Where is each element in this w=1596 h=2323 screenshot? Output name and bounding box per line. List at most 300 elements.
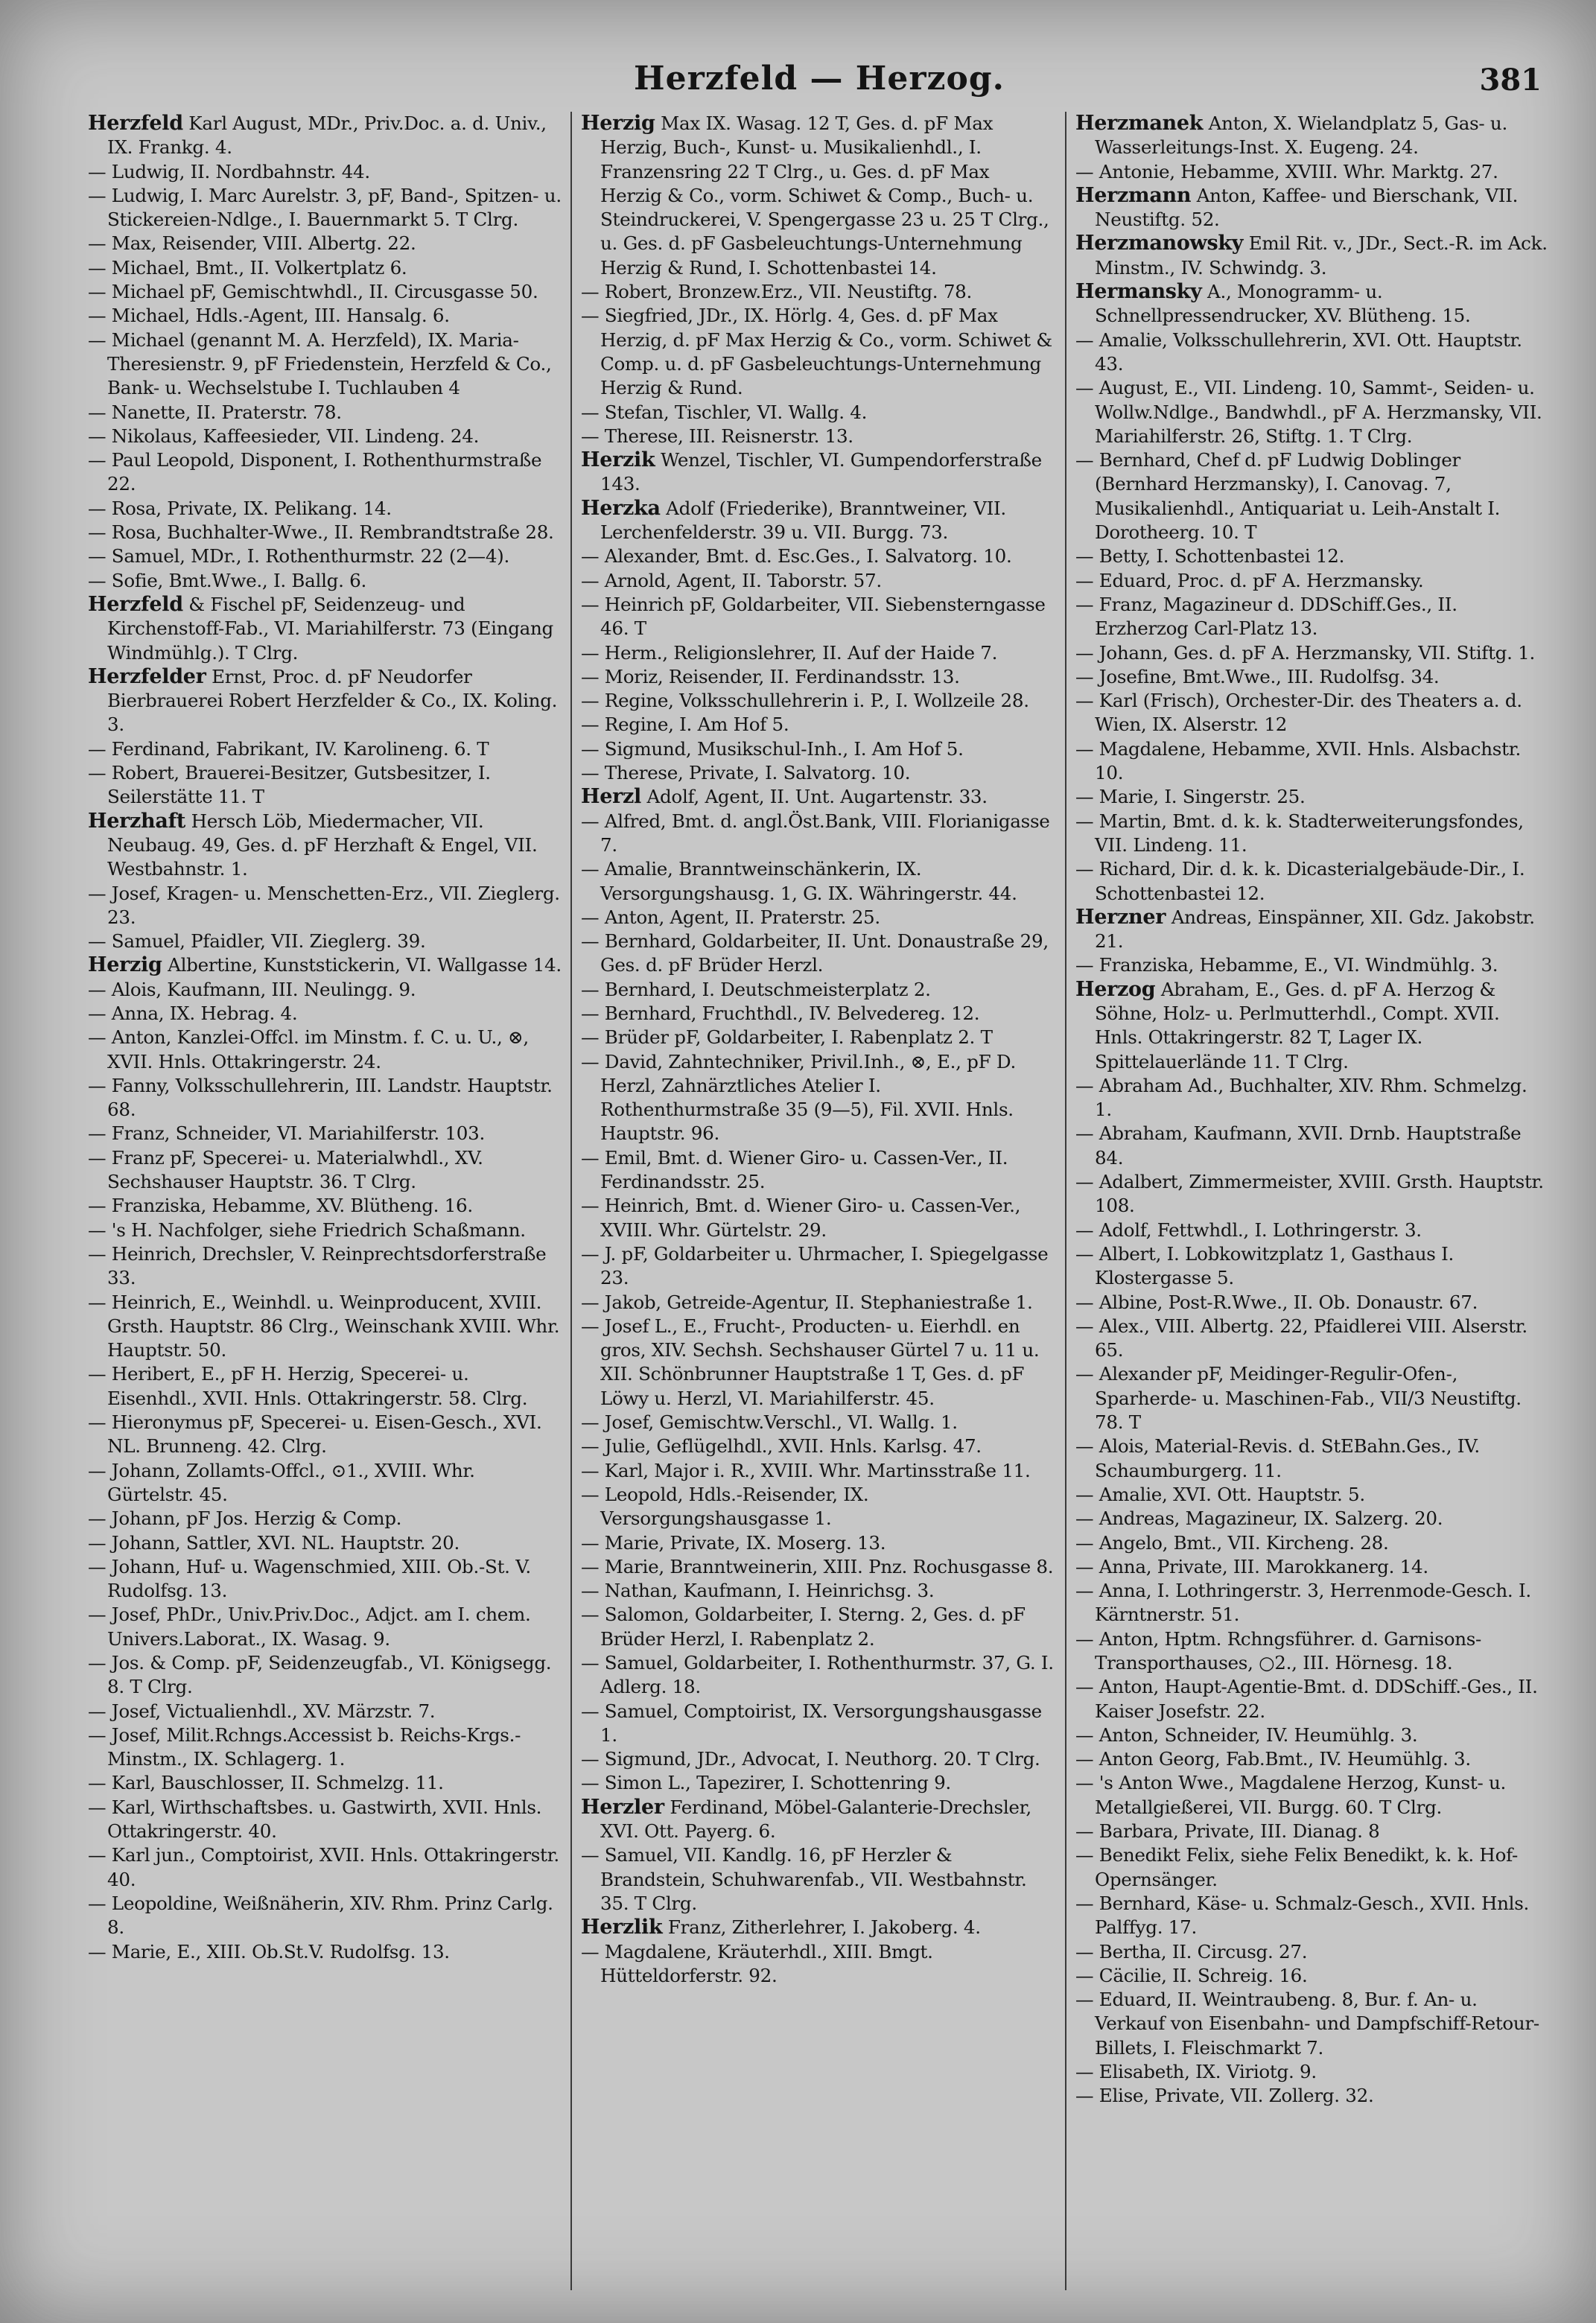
directory-entry (88, 1771, 562, 1795)
directory-entry (581, 1411, 1055, 1434)
directory-entry (581, 1146, 1055, 1195)
directory-entry (581, 1531, 1055, 1555)
directory-entry (88, 497, 562, 521)
entry-text: — Nanette, II. Praterstr. 78. (88, 401, 342, 423)
directory-entry (88, 737, 562, 761)
directory-entry-surname-head (581, 785, 1055, 809)
entry-text: — Sigmund, Musikschul-Inh., I. Am Hof 5. (581, 737, 964, 760)
running-head: Herzfeld — Herzog. (634, 60, 1005, 98)
entry-text: — Alexander pF, Meidinger-Regulir-Ofen-, Sparherde- u. Maschinen-Fab., VII/3 Neustiftg. 78. T (1075, 1363, 1522, 1434)
entry-text: — Eduard, Proc. d. pF A. Herzmansky. (1075, 569, 1424, 591)
entry-text: — Leopold, Hdls.-Reisender, IX. Versorgungshausgasse 1. (581, 1483, 869, 1530)
directory-entry (581, 810, 1055, 858)
directory-entry (88, 1555, 562, 1604)
entry-text: — Rosa, Private, IX. Pelikang. 14. (88, 497, 392, 519)
entry-text: — Paul Leopold, Disponent, I. Rothenthurmstraße 22. (88, 449, 542, 495)
entry-text: — Max, Reisender, VIII. Albertg. 22. (88, 232, 416, 255)
entry-surname: Herzmann (1075, 183, 1192, 207)
directory-entry (581, 425, 1055, 448)
entry-text: — Alois, Material-Revis. d. StEBahn.Ges., IV. Schaumburgerg. 11. (1075, 1435, 1480, 1481)
directory-entry (88, 1146, 562, 1195)
entry-text: — Rosa, Buchhalter-Wwe., II. Rembrandtstraße 28. (88, 521, 554, 544)
entry-text: — Johann, Ges. d. pF A. Herzmansky, VII. Stiftg. 1. (1075, 641, 1536, 664)
entry-text: — Josef, Victualienhdl., XV. Märzstr. 7. (88, 1700, 436, 1722)
entry-text: — Andreas, Magazineur, IX. Salzerg. 20. (1075, 1507, 1443, 1530)
directory-entry (1075, 1122, 1549, 1170)
directory-entry (1075, 544, 1549, 568)
entry-text: — Karl jun., Comptoirist, XVII. Hnls. Ottakringerstr. 40. (88, 1844, 559, 1890)
directory-entry (88, 1026, 562, 1074)
directory-entry (581, 737, 1055, 761)
directory-entry (581, 713, 1055, 737)
entry-text: Emil Rit. v., JDr., Sect.-R. im Ack. Minstm., IV. Schwindg. 3. (1095, 232, 1548, 279)
directory-entry (1075, 1771, 1549, 1820)
directory-entry (1075, 1434, 1549, 1483)
directory-entry (88, 1122, 562, 1145)
entry-text: — Benedikt Felix, siehe Felix Benedikt, k. k. Hof-Opernsänger. (1075, 1844, 1519, 1890)
entry-text: — Anton, Haupt-Agentie-Bmt. d. DDSchiff.-Ges., II. Kaiser Josefstr. 22. (1075, 1676, 1538, 1722)
directory-entry (581, 665, 1055, 689)
page-header (89, 54, 1549, 113)
entry-surname: Herzka (581, 496, 661, 520)
entry-text: — Sofie, Bmt.Wwe., I. Ballg. 6. (88, 569, 367, 591)
entry-text: — 's Anton Wwe., Magdalene Herzog, Kunst- u. Metallgießerei, VII. Burgg. 60. T Clrg. (1075, 1772, 1507, 1818)
entry-text: Albertine, Kunststickerin, VI. Wallgasse 14. (162, 954, 562, 976)
directory-entry-surname-head (1075, 184, 1549, 232)
entry-text: — Robert, Brauerei-Besitzer, Gutsbesitzer, I. Seilerstätte 11. T (88, 762, 491, 808)
directory-entry-surname-head (1075, 906, 1549, 954)
entry-text: — Adalbert, Zimmermeister, XVIII. Grsth. Hauptstr. 108. (1075, 1171, 1544, 1217)
entry-text: — Karl, Bauschlosser, II. Schmelzg. 11. (88, 1772, 444, 1794)
entry-text: — Betty, I. Schottenbastei 12. (1075, 545, 1345, 568)
entry-surname: Herzner (1075, 905, 1166, 929)
directory-entry (581, 1459, 1055, 1483)
entry-text: — Anna, I. Lothringerstr. 3, Herrenmode-Gesch. I. Kärntnerstr. 51. (1075, 1580, 1531, 1626)
entry-text: — Marie, E., XIII. Ob.St.V. Rudolfsg. 13. (88, 1940, 450, 1963)
directory-entry (581, 544, 1055, 568)
entry-surname: Herzog (1075, 977, 1156, 1001)
directory-entry (1075, 1291, 1549, 1315)
directory-entry (88, 1242, 562, 1291)
directory-entry (88, 1459, 562, 1507)
entry-text: — Amalie, XVI. Ott. Hauptstr. 5. (1075, 1483, 1365, 1505)
directory-entry (581, 1291, 1055, 1315)
entry-text: — Franziska, Hebamme, XV. Blütheng. 16. (88, 1195, 473, 1217)
directory-entry-surname-head (581, 448, 1055, 497)
directory-entry-surname-head (88, 665, 562, 737)
directory-entry (1075, 2084, 1549, 2108)
directory-entry (1075, 328, 1549, 377)
directory-entry (581, 906, 1055, 929)
directory-entry (581, 1651, 1055, 1700)
entry-text: A., Monogramm- u. Schnellpressendrucker, XV. Blütheng. 15. (1095, 281, 1471, 327)
directory-entry (88, 256, 562, 280)
entry-text: — Bernhard, Fruchthdl., IV. Belvedereg. 12. (581, 1002, 980, 1024)
entry-text: Abraham, E., Ges. d. pF A. Herzog & Söhne, Holz- u. Perlmutterhdl., Compt. XVII. Hnls. Ottakringerstr. 82 T, Lager IX. Spittelauerlände 11. T Clrg. (1095, 978, 1500, 1072)
directory-entry (88, 1194, 562, 1218)
directory-entry (88, 1531, 562, 1555)
entry-text: — Josef, Kragen- u. Menschetten-Erz., VII. Zieglerg. 23. (88, 882, 560, 928)
entry-text: — Heribert, E., pF H. Herzig, Specerei- u. Eisenhdl., XVII. Hnls. Ottakringerstr. 58. Clrg. (88, 1363, 528, 1409)
directory-entry-surname-head (1075, 280, 1549, 328)
directory-entry (581, 761, 1055, 785)
entry-surname: Herzl (581, 785, 642, 809)
entry-text: — Bernhard, Käse- u. Schmalz-Gesch., XVII. Hnls. Palffyg. 17. (1075, 1892, 1530, 1939)
entry-text: — Abraham, Kaufmann, XVII. Drnb. Hauptstraße 84. (1075, 1122, 1522, 1169)
directory-entry (88, 1651, 562, 1700)
directory-entry (88, 280, 562, 304)
entry-text: Andreas, Einspänner, XII. Gdz. Jakobstr. 21. (1095, 906, 1535, 953)
directory-entry (1075, 1892, 1549, 1940)
directory-entry (581, 1555, 1055, 1579)
directory-entry (88, 304, 562, 328)
entry-surname: Herzmanowsky (1075, 232, 1244, 255)
entry-text: — Albert, I. Lobkowitzplatz 1, Gasthaus I. Klostergasse 5. (1075, 1242, 1454, 1289)
directory-entry (88, 929, 562, 953)
entry-surname: Herzik (581, 448, 655, 472)
entry-text: — Herm., Religionslehrer, II. Auf der Haide 7. (581, 641, 998, 664)
entry-text: & Fischel pF, Seidenzeug- und Kirchenstoff-Fab., VI. Mariahilferstr. 73 (Eingang Windmühlg.). T Clrg. (107, 593, 553, 664)
entry-text: — Franz, Magazineur d. DDSchiff.Ges., II. Erzherzog Carl-Platz 13. (1075, 593, 1457, 640)
entry-text: — Marie, I. Singerstr. 25. (1075, 786, 1306, 808)
directory-entry (581, 1843, 1055, 1916)
entry-text: Anton, X. Wielandplatz 5, Gas- u. Wasserleitungs-Inst. X. Eugeng. 24. (1095, 112, 1507, 159)
entry-text: — Cäcilie, II. Schreig. 16. (1075, 1964, 1308, 1986)
entry-text: — August, E., VII. Lindeng. 10, Sammt-, Seiden- u. Wollw.Ndlge., Bandwhdl., pF A. Herzmansky, VII. Mariahilferstr. 26, Stiftg. 1. T Clrg. (1075, 377, 1542, 447)
entry-text: — Magdalene, Hebamme, XVII. Hnls. Alsbachstr. 10. (1075, 737, 1521, 784)
entry-text: — Josef, Gemischtw.Verschl., VI. Wallg. 1. (581, 1411, 958, 1434)
directory-entry (581, 929, 1055, 978)
entry-text: — Michael (genannt M. A. Herzfeld), IX. Maria-Theresienstr. 9, pF Friedenstein, Herzfeld & Co., Bank- u. Wechselstube I. Tuchlauben 4 (88, 328, 552, 399)
entry-text: — Bernhard, I. Deutschmeisterplatz 2. (581, 978, 931, 1000)
entry-text: Max IX. Wasag. 12 T, Ges. d. pF Max Herzig, Buch-, Kunst- u. Musikalienhdl., I. Franzensring 22 T Clrg., u. Ges. d. pF Max Herzig & Co., vorm. Schiwet & Comp., Buch- u. Steindruckerei, V. Spengergasse 23 u. 25 T Clrg., u. Ges. d. pF Gasbeleuchtungs-Unternehmung Herzig & Rund, I. Schottenbastei 14. (600, 112, 1049, 279)
entry-text: — Heinrich pF, Goldarbeiter, VII. Siebensterngasse 46. T (581, 593, 1046, 640)
directory-entry-surname-head (581, 1916, 1055, 1939)
directory-entry (1075, 953, 1549, 977)
directory-entry (1075, 857, 1549, 906)
page-number: 381 (1479, 63, 1542, 98)
directory-entry-surname-head (1075, 978, 1549, 1074)
directory-entry (88, 160, 562, 184)
entry-text: — Marie, Private, IX. Moserg. 13. (581, 1531, 886, 1554)
directory-entry (581, 401, 1055, 425)
directory-entry (1075, 593, 1549, 641)
entry-text: — Josef, PhDr., Univ.Priv.Doc., Adjct. am I. chem. Univers.Laborat., IX. Wasag. 9. (88, 1604, 531, 1650)
directory-entry (88, 978, 562, 1002)
directory-entry (581, 1002, 1055, 1026)
entry-text: — Franziska, Hebamme, E., VI. Windmühlg. 3. (1075, 954, 1498, 976)
entry-text: — Nathan, Kaufmann, I. Heinrichsg. 3. (581, 1580, 935, 1602)
entry-text: — Richard, Dir. d. k. k. Dicasterialgebäude-Dir., I. Schottenbastei 12. (1075, 858, 1525, 904)
directory-entry (1075, 1675, 1549, 1723)
directory-entry-surname-head (1075, 232, 1549, 280)
entry-text: — Therese, Private, I. Salvatorg. 10. (581, 762, 911, 784)
directory-entry (1075, 1315, 1549, 1363)
directory-entry (1075, 376, 1549, 448)
entry-text: — Regine, I. Am Hof 5. (581, 714, 789, 736)
directory-entry-surname-head (88, 112, 562, 160)
directory-entry (581, 304, 1055, 400)
entry-text: — Karl (Frisch), Orchester-Dir. des Theaters a. d. Wien, IX. Alserstr. 12 (1075, 690, 1522, 736)
directory-entry (88, 1940, 562, 1964)
entry-text: — Anna, IX. Hebrag. 4. (88, 1002, 298, 1024)
entry-text: — Johann, pF Jos. Herzig & Comp. (88, 1507, 402, 1530)
entry-text: — Anton, Kanzlei-Offcl. im Minstm. f. C. u. U., ⊗, XVII. Hnls. Ottakringerstr. 24. (88, 1026, 529, 1072)
directory-entry (88, 1603, 562, 1651)
directory-entry (581, 280, 1055, 304)
directory-entry (88, 1892, 562, 1940)
directory-entry (581, 1050, 1055, 1146)
entry-text: — Arnold, Agent, II. Taborstr. 57. (581, 569, 882, 591)
entry-text: — Alfred, Bmt. d. angl.Öst.Bank, VIII. Florianigasse 7. (581, 810, 1050, 856)
directory-entry (88, 882, 562, 930)
directory-entry (581, 1026, 1055, 1049)
entry-text: — Marie, Branntweinerin, XIII. Pnz. Rochusgasse 8. (581, 1555, 1054, 1577)
entry-text: — Karl, Wirthschaftsbes. u. Gastwirth, XVII. Hnls. Ottakringerstr. 40. (88, 1796, 542, 1843)
entry-text: — Josef L., E., Frucht-, Producten- u. Eierhdl. en gros, XIV. Sechsh. Sechshauser Gürtel 7 u. 11 u. XII. Schönbrunner Hauptstraße 1 T, Ges. d. pF Löwy u. Herzl, VI. Mariahilferstr. 45. (581, 1315, 1040, 1409)
column-divider (570, 112, 572, 2290)
directory-entry (581, 1483, 1055, 1531)
entry-surname: Herzler (581, 1795, 664, 1819)
directory-entry (88, 425, 562, 448)
directory-entry (1075, 1843, 1549, 1892)
entry-surname: Herzfeld (88, 112, 183, 135)
entry-text: — Antonie, Hebamme, XVIII. Whr. Marktg. 27. (1075, 160, 1498, 182)
entry-text: — Samuel, VII. Kandlg. 16, pF Herzler & Brandstein, Schuhwarenfab., VII. Westbahnstr. 35. T Clrg. (581, 1844, 1027, 1914)
directory-entry (1075, 1723, 1549, 1747)
directory-entry (1075, 1170, 1549, 1218)
column-divider (1065, 112, 1066, 2290)
directory-entry (88, 1002, 562, 1026)
directory-entry (581, 1747, 1055, 1771)
directory-entry (88, 1843, 562, 1892)
entry-text: — Alex., VIII. Albertg. 22, Pfaidlerei VIII. Alserstr. 65. (1075, 1315, 1527, 1361)
entry-text: — Emil, Bmt. d. Wiener Giro- u. Cassen-Ver., II. Ferdinandsstr. 25. (581, 1146, 1008, 1193)
entry-text: — David, Zahntechniker, Privil.Inh., ⊗, E., pF D. Herzl, Zahnärztliches Atelier I. Rothenthurmstraße 35 (9—5), Fil. XVII. Hnls. Hauptstr. 96. (581, 1050, 1016, 1145)
directory-entry (1075, 1531, 1549, 1555)
directory-entry (581, 1242, 1055, 1291)
directory-entry (88, 232, 562, 255)
entry-text: — Angelo, Bmt., VII. Kircheng. 28. (1075, 1531, 1389, 1554)
column-3 (1075, 112, 1549, 2290)
directory-entry (1075, 1747, 1549, 1771)
entry-text: — Brüder pF, Goldarbeiter, I. Rabenplatz 2. T (581, 1026, 993, 1049)
directory-entry (1075, 1579, 1549, 1627)
entry-text: — Anna, Private, III. Marokkanerg. 14. (1075, 1555, 1428, 1577)
entry-text: — Magdalene, Kräuterhdl., XIII. Bmgt. Hütteldorferstr. 92. (581, 1940, 933, 1986)
directory-entry (88, 1700, 562, 1723)
entry-text: — Jos. & Comp. pF, Seidenzeugfab., VI. Königsegg. 8. T Clrg. (88, 1652, 552, 1698)
entry-text: — Alois, Kaufmann, III. Neulingg. 9. (88, 978, 416, 1000)
entry-text: — Amalie, Volksschullehrerin, XVI. Ott. Hauptstr. 43. (1075, 328, 1522, 375)
entry-text: — Samuel, Pfaidler, VII. Zieglerg. 39. (88, 930, 426, 953)
entry-text: — 's H. Nachfolger, siehe Friedrich Schaßmann. (88, 1218, 526, 1241)
entry-text: — Anton, Schneider, IV. Heumühlg. 3. (1075, 1723, 1418, 1746)
directory-entry (88, 521, 562, 544)
directory-entry (1075, 1507, 1549, 1531)
entry-text: — Bertha, II. Circusg. 27. (1075, 1940, 1308, 1963)
entry-text: Adolf (Friederike), Branntweiner, VII. Lerchenfelderstr. 39 u. VII. Burgg. 73. (600, 497, 1006, 544)
directory-entry (1075, 737, 1549, 786)
entry-surname: Herzmanek (1075, 112, 1204, 135)
entry-text: — Michael pF, Gemischtwhdl., II. Circusgasse 50. (88, 281, 538, 303)
entry-text: — Julie, Geflügelhdl., XVII. Hnls. Karlsg. 47. (581, 1435, 982, 1458)
entry-text: Wenzel, Tischler, VI. Gumpendorferstraße 143. (600, 449, 1042, 495)
directory-entry (1075, 2060, 1549, 2084)
directory-entry (581, 1579, 1055, 1603)
entry-text: — Anton, Hptm. Rchngsführer. d. Garnisons-Transporthauses, ○2., III. Hörnesg. 18. (1075, 1627, 1482, 1674)
entry-text: Anton, Kaffee- und Bierschank, VII. Neustiftg. 52. (1095, 184, 1519, 231)
entry-text: — J. pF, Goldarbeiter u. Uhrmacher, I. Spiegelgasse 23. (581, 1242, 1049, 1289)
entry-text: — Leopoldine, Weißnäherin, XIV. Rhm. Prinz Carlg. 8. (88, 1892, 553, 1939)
entry-text: Adolf, Agent, II. Unt. Augartenstr. 33. (641, 786, 988, 808)
directory-entry (1075, 665, 1549, 689)
entry-text: — Fanny, Volksschullehrerin, III. Landstr. Hauptstr. 68. (88, 1074, 553, 1121)
directory-entry (581, 1434, 1055, 1458)
entry-text: — Ludwig, II. Nordbahnstr. 44. (88, 160, 370, 182)
entry-text: Ferdinand, Möbel-Galanterie-Drechsler, XVI. Ott. Payerg. 6. (600, 1796, 1031, 1843)
entry-text: Karl August, MDr., Priv.Doc. a. d. Univ., IX. Frankg. 4. (107, 112, 547, 159)
entry-text: — Elisabeth, IX. Viriotg. 9. (1075, 2061, 1317, 2083)
directory-entry (88, 328, 562, 401)
entry-text: — Franz, Schneider, VI. Mariahilferstr. 103. (88, 1122, 486, 1145)
directory-entry (1075, 1242, 1549, 1291)
entry-text: — Adolf, Fettwhdl., I. Lothringerstr. 3. (1075, 1218, 1422, 1241)
entry-text: — Jakob, Getreide-Agentur, II. Stephaniestraße 1. (581, 1291, 1033, 1313)
entry-surname: Herzfeld (88, 592, 183, 616)
directory-entry (88, 1507, 562, 1531)
directory-entry (581, 1940, 1055, 1989)
entry-surname: Herzfelder (88, 664, 206, 688)
entry-text: — Salomon, Goldarbeiter, I. Sterng. 2, Ges. d. pF Brüder Herzl, I. Rabenplatz 2. (581, 1604, 1026, 1650)
entry-text: — Stefan, Tischler, VI. Wallg. 4. (581, 401, 868, 423)
entry-text: — Eduard, II. Weintraubeng. 8, Bur. f. An- u. Verkauf von Eisenbahn- und Dampfschiff-Retour-Billets, I. Fleischmarkt 7. (1075, 1989, 1539, 2059)
entry-text: Hersch Löb, Miedermacher, VII. Neubaug. 49, Ges. d. pF Herzhaft & Engel, VII. Westbahnstr. 1. (107, 810, 538, 880)
entry-text: — Regine, Volksschullehrerin i. P., I. Wollzeile 28. (581, 690, 1029, 712)
entry-text: — Therese, III. Reisnerstr. 13. (581, 425, 853, 447)
entry-surname: Herzig (581, 112, 655, 135)
entry-text: — Abraham Ad., Buchhalter, XIV. Rhm. Schmelzg. 1. (1075, 1074, 1527, 1121)
entry-text: — Amalie, Branntweinschänkerin, IX. Versorgungshausg. 1, G. IX. Währingerstr. 44. (581, 858, 1017, 904)
directory-entry (581, 857, 1055, 906)
entry-text: — Martin, Bmt. d. k. k. Stadterweiterungsfondes, VII. Lindeng. 11. (1075, 810, 1524, 856)
directory-entry (581, 1194, 1055, 1242)
entry-text: — Bernhard, Chef d. pF Ludwig Doblinger (Bernhard Herzmansky), I. Canovag. 7, Musikalienhdl., Antiquariat u. Leih-Anstalt I. Dorotheerg. 10. T (1075, 449, 1501, 544)
directory-entry (1075, 1218, 1549, 1242)
directory-entry-surname-head (88, 593, 562, 665)
directory-entry (1075, 1988, 1549, 2060)
entry-text: — Hieronymus pF, Specerei- u. Eisen-Gesch., XVI. NL. Brunneng. 42. Clrg. (88, 1411, 542, 1458)
entry-text: — Nikolaus, Kaffeesieder, VII. Lindeng. 24. (88, 425, 480, 447)
entry-text: — Albine, Post-R.Wwe., II. Ob. Donaustr. 67. (1075, 1291, 1478, 1313)
directory-entry (1075, 160, 1549, 184)
directory-entry (88, 761, 562, 810)
entry-text: — Johann, Zollamts-Offcl., ⊙1., XVIII. Whr. Gürtelstr. 45. (88, 1459, 475, 1505)
entry-text: — Ludwig, I. Marc Aurelstr. 3, pF, Band-, Spitzen- u. Stickereien-Ndlge., I. Bauernmarkt 5. T Clrg. (88, 184, 562, 231)
directory-entry (1075, 689, 1549, 737)
entry-text: — Samuel, MDr., I. Rothenthurmstr. 22 (2—4). (88, 545, 509, 568)
directory-entry (1075, 1362, 1549, 1434)
entry-text: — Ferdinand, Fabrikant, IV. Karolineng. 6. T (88, 737, 489, 760)
directory-entry (88, 544, 562, 568)
directory-entry (1075, 1627, 1549, 1676)
directory-entry (1075, 1555, 1549, 1579)
directory-entry (88, 1411, 562, 1459)
directory-entry (581, 1771, 1055, 1795)
directory-entry-surname-head (581, 1796, 1055, 1844)
directory-entry (581, 593, 1055, 641)
directory-entry (581, 569, 1055, 593)
entry-text: — Alexander, Bmt. d. Esc.Ges., I. Salvatorg. 10. (581, 545, 1012, 568)
directory-entry (581, 978, 1055, 1002)
directory-entry (88, 184, 562, 232)
entry-text: Franz, Zitherlehrer, I. Jakoberg. 4. (662, 1916, 981, 1939)
directory-entry (88, 1218, 562, 1242)
entry-text: — Robert, Bronzew.Erz., VII. Neustiftg. 78. (581, 281, 973, 303)
directory-entry (88, 1362, 562, 1411)
directory-entry-surname-head (88, 953, 562, 977)
entry-text: — Simon L., Tapezirer, I. Schottenring 9. (581, 1772, 951, 1794)
directory-entry (581, 1315, 1055, 1411)
directory-entry (88, 448, 562, 497)
entry-text: — Anton Georg, Fab.Bmt., IV. Heumühlg. 3. (1075, 1748, 1471, 1770)
directory-entry-surname-head (88, 810, 562, 882)
entry-surname: Hermansky (1075, 280, 1202, 304)
directory-entry (1075, 1483, 1549, 1507)
directory-entry-surname-head (581, 112, 1055, 280)
entry-text: Ernst, Proc. d. pF Neudorfer Bierbrauerei Robert Herzfelder & Co., IX. Koling. 3. (107, 665, 558, 736)
column-2 (581, 112, 1055, 2290)
directory-entry-surname-head (1075, 112, 1549, 160)
directory-entry (1075, 569, 1549, 593)
directory-entry (1075, 641, 1549, 665)
entry-text: — Anton, Agent, II. Praterstr. 25. (581, 906, 880, 928)
entry-text: — Karl, Major i. R., XVIII. Whr. Martinsstraße 11. (581, 1459, 1031, 1481)
entry-surname: Herzhaft (88, 809, 186, 833)
entry-text: — Josef, Milit.Rchngs.Accessist b. Reichs-Krgs.-Minstm., IX. Schlagerg. 1. (88, 1723, 521, 1770)
entry-text: — Heinrich, Drechsler, V. Reinprechtsdorferstraße 33. (88, 1242, 547, 1289)
entry-text: — Siegfried, JDr., IX. Hörlg. 4, Ges. d. pF Max Herzig, d. pF Max Herzig & Co., vorm. Schiwet & Comp. u. d. pF Gasbeleuchtungs-Unternehmung Herzig & Rund. (581, 305, 1052, 399)
directory-entry (1075, 1964, 1549, 1988)
directory-entry (1075, 448, 1549, 544)
entry-text: — Samuel, Goldarbeiter, I. Rothenthurmstr. 37, G. I. Adlerg. 18. (581, 1652, 1054, 1698)
entry-text: — Bernhard, Goldarbeiter, II. Unt. Donaustraße 29, Ges. d. pF Brüder Herzl. (581, 930, 1049, 976)
entry-text: — Heinrich, Bmt. d. Wiener Giro- u. Cassen-Ver., XVIII. Whr. Gürtelstr. 29. (581, 1195, 1021, 1241)
column-1 (88, 112, 562, 2290)
directory-entry (88, 1723, 562, 1772)
directory-entry (88, 569, 562, 593)
directory-entry (581, 641, 1055, 665)
directory-entry (581, 689, 1055, 713)
directory-entry (88, 1291, 562, 1363)
directory-entry (1075, 1074, 1549, 1122)
directory-entry (88, 1074, 562, 1122)
entry-text: — Moriz, Reisender, II. Ferdinandsstr. 13. (581, 665, 960, 687)
directory-entry (1075, 785, 1549, 809)
entry-text: — Sigmund, JDr., Advocat, I. Neuthorg. 20. T Clrg. (581, 1748, 1040, 1770)
directory-entry (1075, 1940, 1549, 1964)
directory-entry-surname-head (581, 497, 1055, 545)
entry-text: — Johann, Sattler, XVI. NL. Hauptstr. 20. (88, 1531, 460, 1554)
directory-entry (1075, 1820, 1549, 1843)
entry-text: — Franz pF, Specerei- u. Materialwhdl., XV. Sechshauser Hauptstr. 36. T Clrg. (88, 1146, 483, 1193)
directory-entry (88, 401, 562, 425)
entry-surname: Herzig (88, 953, 162, 977)
directory-columns (88, 112, 1549, 2294)
entry-text: — Barbara, Private, III. Dianag. 8 (1075, 1820, 1380, 1843)
entry-text: — Samuel, Comptoirist, IX. Versorgungshausgasse 1. (581, 1700, 1042, 1746)
directory-entry (1075, 810, 1549, 858)
